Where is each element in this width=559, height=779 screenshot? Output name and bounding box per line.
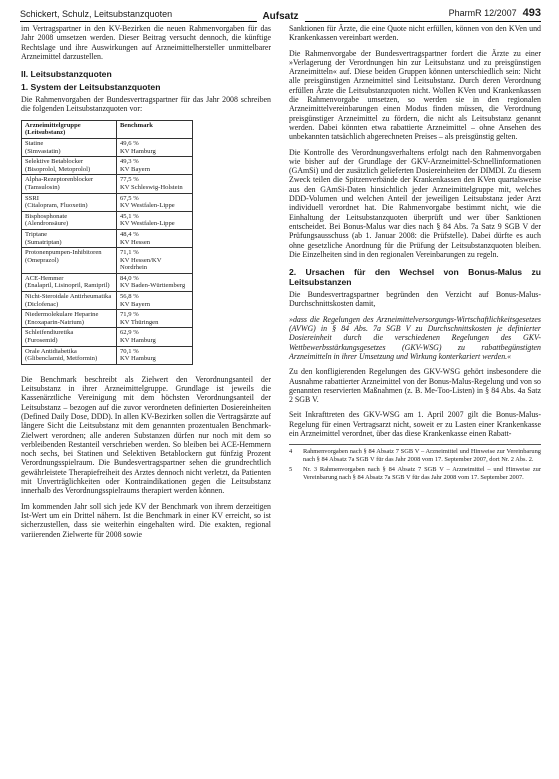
benchmark-kv: KV Hessen/KV Nordrhein bbox=[120, 256, 162, 272]
benchmark-cell bbox=[117, 310, 193, 328]
drug-group-cell bbox=[22, 248, 117, 274]
subsection-heading: 1. System der Leitsubstanzquoten bbox=[21, 82, 161, 93]
benchmark-value: 67,5 % bbox=[120, 194, 139, 202]
section-2-heading: 2. Ursachen für den Wechsel von Bonus-Malus zu Leitsubstanzen bbox=[289, 267, 541, 288]
benchmark-cell bbox=[117, 273, 193, 291]
quote-block: »dass die Regelungen des Arzneimittelversorgungs-Wirtschaftlichkeitsgesetzes (AVWG) in § 84 Abs. 7a SGB V zu Durchschnittskosten je definierter Dosiereinheit durch die verschiedenen Regelungen des GKV-Wettbewerbsstärkungsgesetzes (GKV-WSG) zu rabattbegünstigten Arzneimitteln in ihrer Umsetzung und Wirkung konterkariert werden.« bbox=[289, 314, 541, 361]
lead-substance: (Citalopram, Fluoxetin) bbox=[25, 202, 88, 210]
header-authors: Schickert, Schulz, Leitsubstanzquoten bbox=[20, 9, 173, 19]
header-section: Aufsatz bbox=[256, 11, 304, 22]
lead-substance: (Sumatriptan) bbox=[25, 238, 62, 246]
lead-substance: (Tamsulosin) bbox=[25, 183, 60, 191]
benchmark-cell bbox=[117, 157, 193, 175]
lead-substance: (Bisoprolol, Metoprolol) bbox=[25, 165, 91, 173]
benchmark-cell bbox=[117, 229, 193, 247]
benchmark-kv: KV Hessen bbox=[120, 238, 151, 246]
benchmark-value: 49,6 % bbox=[120, 139, 139, 147]
benchmark-cell bbox=[117, 328, 193, 346]
table-row bbox=[22, 138, 193, 156]
drug-group: Schleifendiuretika bbox=[25, 329, 74, 337]
drug-group: Protonenpumpen-Inhibitoren bbox=[25, 249, 102, 257]
running-header bbox=[20, 2, 541, 22]
lead-substance: (Simvastatin) bbox=[25, 147, 61, 155]
paragraph-framework: Die Rahmenvorgabe der Bundesvertragspartner fordert die Ärzte zu einer »Verlagerung der Verordnungen hin zur Leitsubstanz und zu preisgünstigen Arzneimitteln« auf. Diese beiden Gruppen können unterschiedlich sein: Nicht alle preisgünstigen Arzneimittel sind Leitsubstanz. Durch deren Verordnung erfüllen Ärzte die Leitsubstanzquoten nicht. Wollen KVen und Krankenkassen die Rahmenvorgabe umsetzen, so werden sie in den regionalen Arzneimittelvereinbarungen einen Modus finden müssen, die Verordnung preisgünstiger Arzneimittel zu fördern, die nicht als Leitsubstanz genannt werden. Dabei könnten etwa rabattierte Arzneimittel – ohne Ansehen des unbekannten tatsächlich abgerechneten Preises – als preisgünstig gelten. bbox=[289, 48, 541, 142]
benchmark-kv: KV Bayern bbox=[120, 300, 151, 308]
drug-group: Triptane bbox=[25, 230, 48, 238]
benchmark-value: 71,9 % bbox=[120, 311, 139, 319]
benchmark-value: 77,5 % bbox=[120, 176, 139, 184]
intro-paragraph: im Vertragspartner in den KV-Bezirken die neuen Rahmenvorgaben für das Jahr 2008 umsetzen werden. Dieser Beitrag versucht dennoch, die künftige Rechtslage und ihre Auswirkungen auf Arzneimittelhersteller unmittelbarer Arzneimittel darzustellen. bbox=[21, 24, 271, 61]
drug-group: Statine bbox=[25, 139, 44, 147]
table-row bbox=[22, 229, 193, 247]
table-row bbox=[22, 157, 193, 175]
paragraph-control: Die Kontrolle des Verordnungsverhaltens erfolgt nach den Rahmenvorgaben wie bisher auf der Grundlage der GKV-Arzneimittel-Schnellinformationen (GAmSi) und der zusätzlich gelieferten Dosiereinheiten der DIMDI. Zu diesem Zweck teilen die Spitzenverbände der Krankenkassen den KVen quartalsweise aus den GAmSi-Daten hinsichtlich jeder Arzneimittelgruppe mit, welches DDD-Volumen und welchen Anteil der jeweiligen Leitsubstanz jeder Arzt individuell verordnet hat. Die Rahmenvorgabe bestimmt nicht, wie die Einhaltung der Leitsubstanzquoten überprüft und wer über Sanktionen entscheidet. Bei Bonus-Malus war dies nach § 84 Abs. 7a Satz 9 SGB V der Prüfungsausschuss (ab 1. Januar 2008: die Prüfstelle). Dabei dürfte es auch ohne gesetzliche Anordnung für die Prüfung der Leitsubstanzquoten bleiben. Die Einzelheiten sind in den regionalen Vereinbarungen zu regeln. bbox=[289, 147, 541, 259]
drug-group: Alpha-Rezeptorenblocker bbox=[25, 176, 94, 184]
paragraph-next-year: Im kommenden Jahr soll sich jede KV der Benchmark von ihrem derzeitigen Ist-Wert um ein Drittel nähern. Ist die Benchmark in einer KV erreicht, so ist sicherzustellen, dass sie weiterhin eingehalten wird. Die exakten, regional variierenden Zielwerte für 2008 sowie bbox=[21, 501, 271, 539]
benchmark-value: 84,0 % bbox=[120, 274, 139, 282]
drug-group: Nicht-Steroidale Antirheumatika bbox=[25, 293, 112, 301]
benchmark-cell bbox=[117, 248, 193, 274]
left-column bbox=[21, 24, 271, 545]
benchmark-cell bbox=[117, 193, 193, 211]
benchmark-value: 70,1 % bbox=[120, 347, 139, 355]
table-header-row bbox=[22, 120, 193, 138]
table-row bbox=[22, 292, 193, 310]
benchmark-kv: KV Westfalen-Lippe bbox=[120, 220, 175, 228]
drug-group-cell bbox=[22, 175, 117, 193]
table-row bbox=[22, 193, 193, 211]
table-header-group: Arzneimittelgruppe (Leitsubstanz) bbox=[22, 120, 117, 138]
benchmark-kv: KV Thüringen bbox=[120, 318, 159, 326]
drug-group: Orale Antidiabetika bbox=[25, 347, 77, 355]
lead-substance: (Alendronsäure) bbox=[25, 220, 69, 228]
table-row bbox=[22, 248, 193, 274]
benchmark-kv: KV Schleswig-Holstein bbox=[120, 183, 183, 191]
benchmark-value: 56,8 % bbox=[120, 293, 139, 301]
drug-group: SSRI bbox=[25, 194, 39, 202]
footnote-number: 4 bbox=[289, 448, 293, 456]
drug-group: ACE-Hemmer bbox=[25, 274, 64, 282]
paragraph-reason: Die Bundesvertragspartner begründen den Verzicht auf Bonus-Malus-Durchschnittskosten damit, bbox=[289, 290, 541, 309]
footnote-text: Nr. 3 Rahmenvorgaben nach § 84 Absatz 7 SGB V – Arzneimittel – und Hinweise zur Vereinbarung nach § 84 Absatz 7a SGB V für das Jahr 2008 vom 17. September 2007. bbox=[303, 466, 541, 482]
benchmark-cell bbox=[117, 175, 193, 193]
header-journal bbox=[449, 7, 541, 19]
header-issue: PharmR 12/2007 bbox=[448, 8, 517, 18]
benchmark-kv: KV Hamburg bbox=[120, 355, 156, 363]
page-number: 493 bbox=[522, 7, 541, 19]
table-row bbox=[22, 328, 193, 346]
drug-group-cell bbox=[22, 346, 117, 364]
footnote-text: Rahmenvorgaben nach § 84 Absatz 7 SGB V – Arzneimittel und Hinweise zur Vereinbarung nach § 84 Absatz 7a SGB V für das Jahr 2008 vom 17. September 2007, dort Nr. 2 Abs. 2. bbox=[303, 448, 541, 463]
benchmark-table bbox=[21, 120, 193, 365]
benchmark-kv: KV Hamburg bbox=[120, 337, 156, 345]
drug-group: Selektive Betablocker bbox=[25, 158, 84, 166]
drug-group-cell bbox=[22, 229, 117, 247]
lead-substance: (Enoxaparin-Natrium) bbox=[25, 318, 84, 326]
section-heading: II. Leitsubstanzquoten bbox=[21, 69, 112, 80]
paragraph-since: Seit Inkrafttreten des GKV-WSG am 1. April 2007 gilt die Bonus-Malus-Regelung für einen Vertragsarzt nicht, soweit er zu Lasten einer Krankenkasse ein Arzneimittel verordnet, über das diese Krankenkasse einen Rabatt- bbox=[289, 410, 541, 438]
benchmark-value: 45,1 % bbox=[120, 212, 139, 220]
lead-substance: (Glibenclamid, Metformin) bbox=[25, 355, 98, 363]
benchmark-kv: KV Baden-Württemberg bbox=[120, 282, 186, 290]
table-row bbox=[22, 273, 193, 291]
drug-group-cell bbox=[22, 292, 117, 310]
drug-group-cell bbox=[22, 273, 117, 291]
benchmark-cell bbox=[117, 292, 193, 310]
footnotes bbox=[289, 444, 541, 481]
paragraph-sanctions: Sanktionen für Ärzte, die eine Quote nicht erfüllen, können von den KVen und Krankenkassen vereinbart werden. bbox=[289, 24, 541, 43]
drug-group-cell bbox=[22, 138, 117, 156]
benchmark-cell bbox=[117, 211, 193, 229]
benchmark-kv: KV Bayern bbox=[120, 165, 151, 173]
right-column bbox=[289, 24, 541, 485]
table-header-benchmark: Benchmark bbox=[117, 120, 193, 138]
table-row bbox=[22, 175, 193, 193]
benchmark-value: 62,9 % bbox=[120, 329, 139, 337]
table-row bbox=[22, 346, 193, 364]
drug-group: Niedermolekulare Heparine bbox=[25, 311, 99, 319]
paragraph-conflicting: Zu den konfligierenden Regelungen des GKV-WSG gehört insbesondere die Ausnahme rabattierter Arzneimittel von der Bonus-Malus-Regelung und von so genannten reservierten Maßnahmen (z. B. Me-Too-Listen) in § 84 Abs. 4a Satz 2 SGB V. bbox=[289, 367, 541, 405]
drug-group: Bisphosphonate bbox=[25, 212, 68, 220]
drug-group-cell bbox=[22, 310, 117, 328]
benchmark-cell bbox=[117, 346, 193, 364]
table-row bbox=[22, 211, 193, 229]
footnote-number: 5 bbox=[289, 466, 293, 474]
benchmark-kv: KV Westfalen-Lippe bbox=[120, 202, 175, 210]
benchmark-value: 71,1 % bbox=[120, 249, 139, 257]
table-row bbox=[22, 310, 193, 328]
paragraph-benchmark: Die Benchmark beschreibt als Zielwert den Verordnungsanteil der Leitsubstanz in ihrer Arzneimittelgruppe. Grundlage ist jeweils die Kassenärztliche Vereinigung mit dem höchsten Verordnungsanteil der Leitsubstanz – bezogen auf die zuvor verordneten definierten Dosiereinheiten (Defined Daily Dose, DDD). In allen KV-Bezirken sollen die Vertragsärzte auf längere Sicht die Leitsubstanz mit dem genannten prozentualen Benchmark-Zielwert verordnen; alle anderen Substanzen dürfen nur noch mit dem so verbleibenden Restanteil verschrieben werden. So bleiben bei ACE-Hemmern noch sechs, bei Statinen und Selektiven Betablockern gut fünfzig Prozent Verordnungsspielraum. Die Bundesvertragspartner sehen die grundrechtlich gewährleistete Therapiefreiheit des Arztes dennoch nicht verletzt, da Patienten mit Unverträglichkeiten oder Kontraindikationen gegen die Leitsubstanz innerhalb des Verordnungsspielraums therapiert werden können. bbox=[21, 374, 271, 496]
footnote bbox=[289, 448, 541, 463]
lead-substance: (Furosemid) bbox=[25, 337, 58, 345]
lead-substance: (Diclofenac) bbox=[25, 300, 59, 308]
drug-group-cell bbox=[22, 193, 117, 211]
drug-group-cell bbox=[22, 211, 117, 229]
lead-substance: (Enalapril, Lisinopril, Ramipril) bbox=[25, 282, 110, 290]
benchmark-kv: KV Hamburg bbox=[120, 147, 156, 155]
benchmark-cell bbox=[117, 138, 193, 156]
lead-substance: (Omeprazol) bbox=[25, 256, 59, 264]
footnote bbox=[289, 466, 541, 481]
table-intro: Die Rahmenvorgaben der Bundesvertragspartner für das Jahr 2008 schreiben die folgenden Leitsubstanzquoten vor: bbox=[21, 95, 271, 114]
drug-group-cell bbox=[22, 328, 117, 346]
benchmark-value: 48,4 % bbox=[120, 230, 139, 238]
drug-group-cell bbox=[22, 157, 117, 175]
benchmark-value: 49,3 % bbox=[120, 158, 139, 166]
